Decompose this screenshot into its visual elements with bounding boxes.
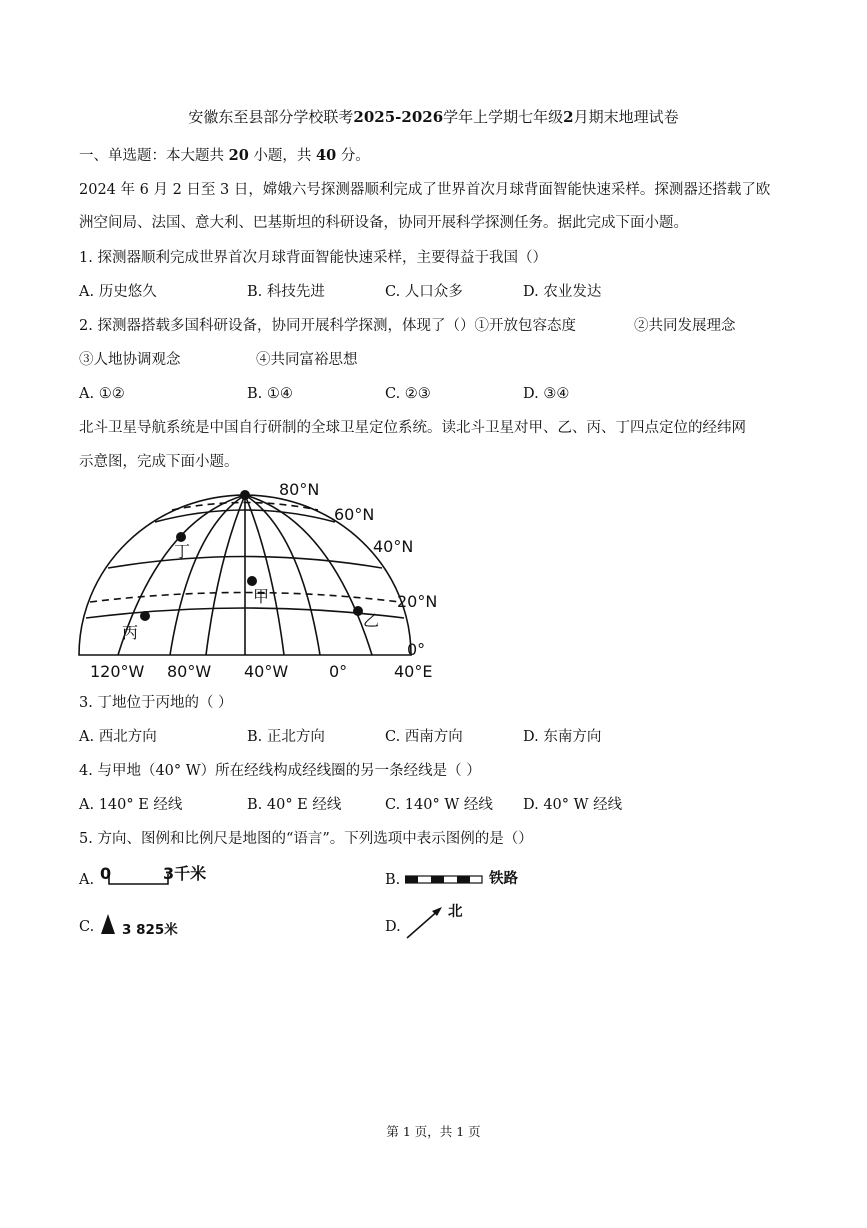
point-bing-label: 丙 bbox=[122, 623, 139, 642]
lat-label-60n: 60°N bbox=[334, 505, 375, 524]
map-outline bbox=[79, 495, 414, 655]
q1-option-a[interactable]: A. 历史悠久 bbox=[79, 284, 157, 300]
q2-stem-b: ②共同发展理念 bbox=[634, 318, 736, 334]
meridian bbox=[245, 495, 284, 655]
lon-label-40e: 40°E bbox=[394, 662, 433, 681]
page-footer: 第 1 页，共 1 页 bbox=[386, 1124, 481, 1139]
q5-option-d-letter[interactable]: D. bbox=[385, 919, 401, 935]
latitude-line bbox=[86, 608, 404, 618]
q1-option-d[interactable]: D. 农业发达 bbox=[523, 284, 602, 300]
mountain-peak-icon bbox=[100, 913, 116, 935]
q1-stem: 1. 探测器顺利完成世界首次月球背面智能快速采样，主要得益于我国（） bbox=[79, 250, 547, 266]
q2-line2a: ③人地协调观念 bbox=[79, 352, 181, 368]
lon-label-80w: 80°W bbox=[167, 662, 212, 681]
passage1-line1: 2024 年 6 月 2 日至 3 日，嫦娥六号探测器顺利完成了世界首次月球背面智能快速采样。探测器还搭载了欧 bbox=[79, 182, 771, 198]
q5-option-d-label: 北 bbox=[448, 904, 463, 920]
q2-option-c[interactable]: C. ②③ bbox=[385, 386, 431, 402]
q4-option-a[interactable]: A. 140° E 经线 bbox=[79, 797, 183, 813]
lat-label-0: 0° bbox=[407, 640, 426, 659]
q2-option-b[interactable]: B. ①④ bbox=[247, 386, 293, 402]
q5-option-b-label: 铁路 bbox=[489, 871, 518, 887]
passage2-line1: 北斗卫星导航系统是中国自行研制的全球卫星定位系统。读北斗卫星对甲、乙、丙、丁四点定位的经纬网 bbox=[79, 420, 746, 436]
point-ding bbox=[176, 532, 186, 542]
q3-option-a[interactable]: A. 西北方向 bbox=[79, 729, 157, 745]
q1-option-c[interactable]: C. 人口众多 bbox=[385, 284, 463, 300]
latitude-line bbox=[155, 510, 335, 522]
q3-option-c[interactable]: C. 西南方向 bbox=[385, 729, 463, 745]
railway-symbol-icon bbox=[405, 875, 483, 885]
meridian bbox=[245, 495, 375, 655]
q4-option-d[interactable]: D. 40° W 经线 bbox=[523, 797, 623, 813]
q3-option-b[interactable]: B. 正北方向 bbox=[247, 729, 325, 745]
q5-option-c-label: 3 825米 bbox=[122, 922, 178, 938]
q5-option-a-scale: 3千米 bbox=[163, 864, 207, 883]
q4-option-b[interactable]: B. 40° E 经线 bbox=[247, 797, 342, 813]
q5-option-c-letter[interactable]: C. bbox=[79, 919, 95, 935]
point-jia-label: 甲 bbox=[253, 587, 270, 606]
point-yi bbox=[353, 606, 363, 616]
q5-stem: 5. 方向、图例和比例尺是地图的“语言”。下列选项中表示图例的是（） bbox=[79, 831, 533, 847]
q2-stem: 2. 探测器搭载多国科研设备，协同开展科学探测，体现了（）①开放包容态度 bbox=[79, 318, 576, 334]
meridian bbox=[118, 495, 245, 655]
lon-label-40w: 40°W bbox=[244, 662, 289, 681]
point-yi-label: 乙 bbox=[363, 611, 380, 630]
q2-option-d[interactable]: D. ③④ bbox=[523, 386, 570, 402]
lon-label-120w: 120°W bbox=[90, 662, 145, 681]
north-pole-point bbox=[240, 490, 250, 500]
point-ding-label: 丁 bbox=[174, 542, 191, 561]
latitude-line bbox=[108, 557, 382, 569]
q2-option-a[interactable]: A. ①② bbox=[79, 386, 125, 402]
q5-option-b-letter[interactable]: B. bbox=[385, 872, 401, 888]
passage1-line2: 洲空间局、法国、意大利、巴基斯坦的科研设备，协同开展科学探测任务。据此完成下面小题。 bbox=[79, 215, 688, 231]
q5-option-a-zero: 0 bbox=[100, 864, 112, 883]
meridian bbox=[170, 495, 245, 655]
q4-stem: 4. 与甲地（40° W）所在经线构成经线圈的另一条经线是（ ） bbox=[79, 763, 481, 779]
q4-option-c[interactable]: C. 140° W 经线 bbox=[385, 797, 493, 813]
lon-label-0: 0° bbox=[329, 662, 348, 681]
tropic-dashed-line bbox=[90, 593, 400, 603]
q5-option-a-letter[interactable]: A. bbox=[79, 872, 95, 888]
passage2-line2: 示意图，完成下面小题。 bbox=[79, 454, 239, 470]
lat-label-80n: 80°N bbox=[279, 480, 320, 499]
point-bing bbox=[140, 611, 150, 621]
page-title: 安徽东至县部分学校联考2025-2026学年上学期七年级2月期末地理试卷 bbox=[188, 108, 679, 126]
q3-option-d[interactable]: D. 东南方向 bbox=[523, 729, 602, 745]
q1-option-b[interactable]: B. 科技先进 bbox=[247, 284, 325, 300]
lat-label-40n: 40°N bbox=[373, 537, 414, 556]
point-jia bbox=[247, 576, 257, 586]
north-arrow-icon bbox=[404, 904, 444, 940]
q3-stem: 3. 丁地位于丙地的（ ） bbox=[79, 695, 233, 711]
lat-label-20n: 20°N bbox=[397, 592, 438, 611]
q2-line2b: ④共同富裕思想 bbox=[256, 352, 358, 368]
section-header: 一、单选题：本大题共 20 小题，共 40 分。 bbox=[79, 147, 370, 164]
meridian bbox=[245, 495, 320, 655]
meridian bbox=[206, 495, 245, 655]
arctic-dashed-line bbox=[172, 503, 318, 511]
scale-bar-icon bbox=[108, 874, 170, 886]
